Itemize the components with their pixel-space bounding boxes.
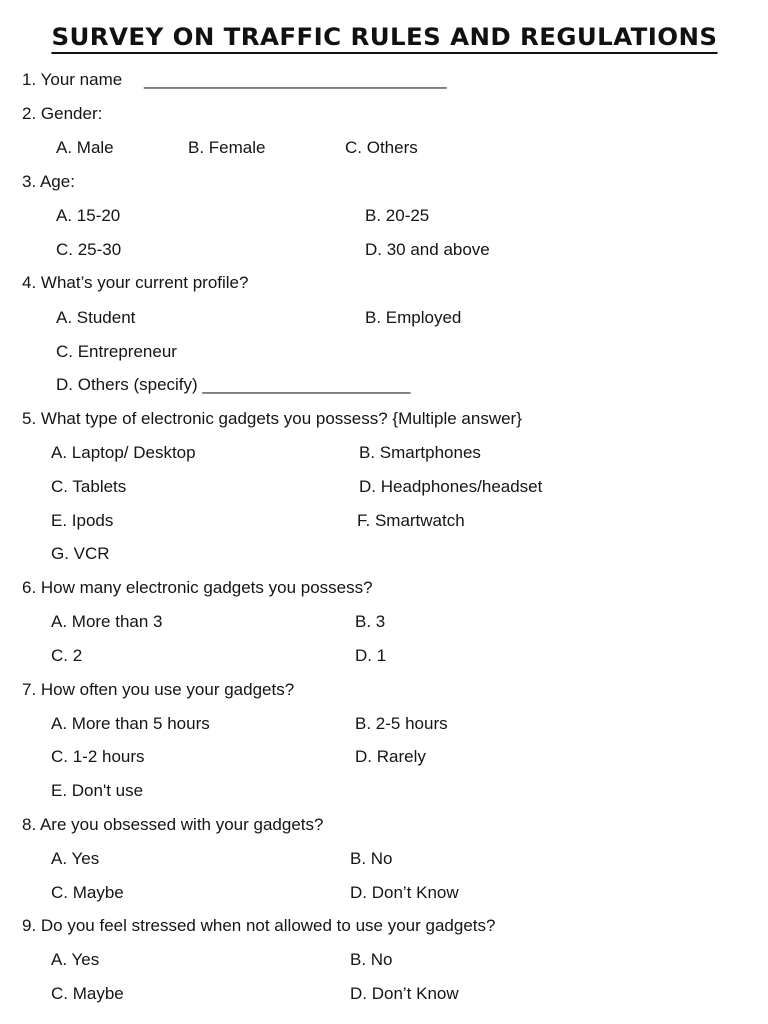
q6-option-b[interactable]: B. 3 [355,612,386,631]
q6-option-a[interactable]: A. More than 3 [51,612,163,631]
q2-option-c[interactable]: C. Others [345,138,418,157]
q7-option-e[interactable]: E. Don't use [51,781,144,800]
q6-option-c[interactable]: C. 2 [51,646,83,665]
question-6: 6. How many electronic gadgets you possess? [22,578,373,597]
question-7: 7. How often you use your gadgets? [22,680,295,699]
q2-option-a[interactable]: A. Male [56,138,114,157]
q7-option-b[interactable]: B. 2-5 hours [355,714,448,733]
q3-option-c[interactable]: C. 25-30 [56,240,122,259]
question-8: 8. Are you obsessed with your gadgets? [22,815,324,834]
q5-option-d[interactable]: D. Headphones/headset [359,477,543,496]
q5-option-e[interactable]: E. Ipods [51,511,114,530]
q4-option-b[interactable]: B. Employed [365,308,462,327]
question-9: 9. Do you feel stressed when not allowed to use your gadgets? [22,916,496,935]
q9-option-a[interactable]: A. Yes [51,950,100,969]
q4-option-d[interactable]: D. Others (specify) ______________________ [56,375,411,394]
q8-option-b[interactable]: B. No [350,849,393,868]
q9-option-b[interactable]: B. No [350,950,393,969]
q2-option-b[interactable]: B. Female [188,138,266,157]
q5-option-g[interactable]: G. VCR [51,544,110,563]
q3-option-a[interactable]: A. 15-20 [56,206,121,225]
question-3: 3. Age: [22,172,75,191]
q5-option-f[interactable]: F. Smartwatch [357,511,465,530]
q4-option-c[interactable]: C. Entrepreneur [56,342,177,361]
question-5: 5. What type of electronic gadgets you possess? {Multiple answer} [22,409,522,428]
question-4: 4. What’s your current profile? [22,273,249,292]
question-1: 1. Your name [22,70,123,89]
survey-title: SURVEY ON TRAFFIC RULES AND REGULATIONS [51,22,717,54]
q8-option-c[interactable]: C. Maybe [51,883,124,902]
q7-option-d[interactable]: D. Rarely [355,747,426,766]
q8-option-d[interactable]: D. Don’t Know [350,883,459,902]
question-2: 2. Gender: [22,104,103,123]
q6-option-d[interactable]: D. 1 [355,646,387,665]
q3-option-d[interactable]: D. 30 and above [365,240,490,259]
q7-option-a[interactable]: A. More than 5 hours [51,714,210,733]
q5-option-b[interactable]: B. Smartphones [359,443,481,462]
q4-option-a[interactable]: A. Student [56,308,136,327]
q7-option-c[interactable]: C. 1-2 hours [51,747,145,766]
q3-option-b[interactable]: B. 20-25 [365,206,430,225]
q8-option-a[interactable]: A. Yes [51,849,100,868]
name-blank[interactable]: ________________________________ [144,70,447,89]
q9-option-d[interactable]: D. Don’t Know [350,984,459,1003]
q5-option-a[interactable]: A. Laptop/ Desktop [51,443,196,462]
survey-title-block [0,22,768,54]
q5-option-c[interactable]: C. Tablets [51,477,127,496]
q9-option-c[interactable]: C. Maybe [51,984,124,1003]
